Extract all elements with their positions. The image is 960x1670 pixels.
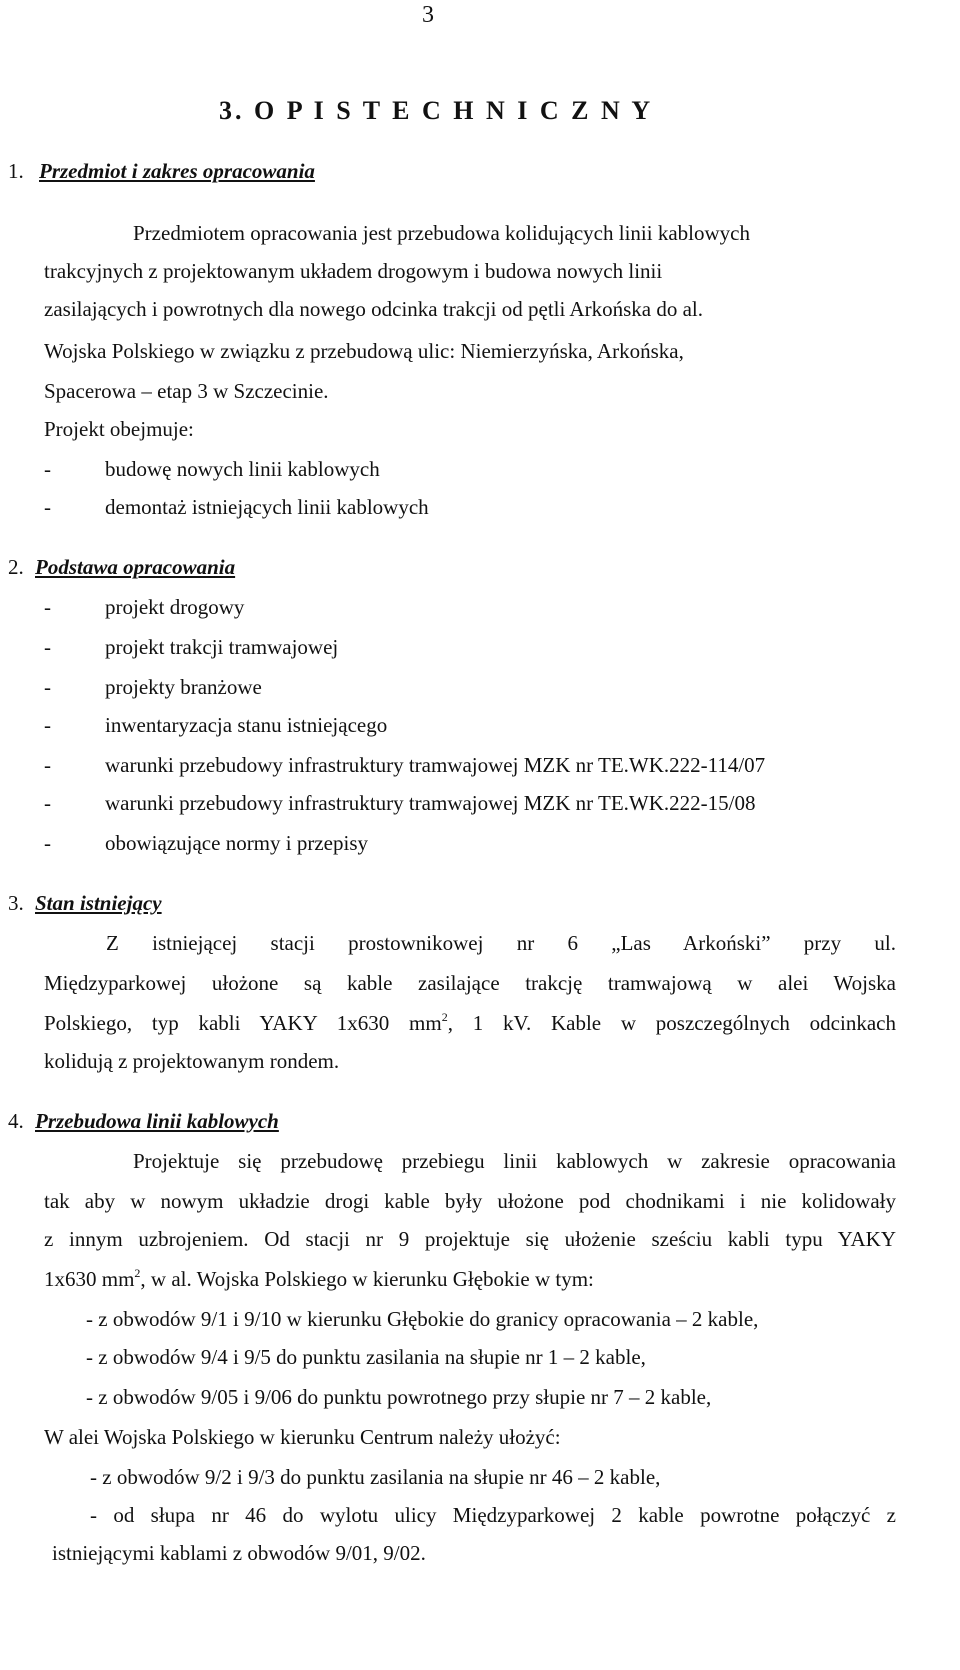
section-4-number: 4. xyxy=(8,1109,24,1133)
section-1-para-line: trakcyjnych z projektowanym układem drogowym i budowa nowych linii xyxy=(44,259,663,283)
bullet-dash: - xyxy=(44,753,51,777)
bullet-dash: - xyxy=(44,595,51,619)
section-1-para-line: Przedmiotem opracowania jest przebudowa kolidujących linii kablowych xyxy=(133,221,750,245)
list-item xyxy=(44,790,756,816)
section-3-line: Z istniejącej stacji prostownikowej nr 6 „Las Arkoński” przy ul. xyxy=(106,931,896,955)
section-1-number: 1. xyxy=(8,159,24,183)
list-item xyxy=(44,594,245,620)
section-2-number: 2. xyxy=(8,555,24,579)
section-4-line: tak aby w nowym układzie drogi kable były ułożone pod chodnikami i nie kolidowały xyxy=(44,1189,896,1213)
list-item: - z obwodów 9/05 i 9/06 do punktu powrotnego przy słupie nr 7 – 2 kable, xyxy=(86,1385,712,1409)
section-3-line: Międzyparkowej ułożone są kable zasilające trakcję tramwajową w alei Wojska xyxy=(44,971,896,995)
section-4-line: z innym uzbrojeniem. Od stacji nr 9 projektuje się ułożenie sześciu kabli typu YAKY xyxy=(44,1227,896,1251)
section-1-para-line: Spacerowa – etap 3 w Szczecinie. xyxy=(44,379,329,403)
bullet-dash: - xyxy=(44,457,51,481)
list-item-text: warunki przebudowy infrastruktury tramwajowej MZK nr TE.WK.222-15/08 xyxy=(105,791,756,815)
section-3-line-text: , 1 kV. Kable w poszczególnych odcinkach xyxy=(447,1011,896,1035)
superscript: 2 xyxy=(134,1266,141,1280)
list-item xyxy=(44,752,766,778)
bullet-dash: - xyxy=(44,831,51,855)
section-3-line: kolidują z projektowanym rondem. xyxy=(44,1049,340,1073)
section-4-line: Projektuje się przebudowę przebiegu linii kablowych w zakresie opracowania xyxy=(133,1149,896,1173)
bullet-dash: - xyxy=(44,635,51,659)
list-item xyxy=(44,494,429,520)
bullet-dash: - xyxy=(44,495,51,519)
list-item-text: obowiązujące normy i przepisy xyxy=(105,831,368,855)
section-4-line-text: 1x630 mm xyxy=(44,1267,135,1291)
section-4-line-text: , w al. Wojska Polskiego w kierunku Głębokie w tym: xyxy=(140,1267,594,1291)
section-1-heading xyxy=(8,158,315,184)
bullet-dash: - xyxy=(44,713,51,737)
list-item: - od słupa nr 46 do wylotu ulicy Międzyparkowej 2 kable powrotne połączyć z xyxy=(90,1503,896,1527)
list-item-text: demontaż istniejących linii kablowych xyxy=(105,495,429,519)
section-2-title: Podstawa opracowania xyxy=(35,555,236,579)
list-item xyxy=(44,456,380,482)
section-3-heading xyxy=(8,890,162,916)
section-4-heading xyxy=(8,1108,279,1134)
page-number: 3 xyxy=(422,2,434,28)
section-4-line xyxy=(44,1266,594,1292)
list-item-text: projekt drogowy xyxy=(105,595,245,619)
list-item: - z obwodów 9/4 i 9/5 do punktu zasilania na słupie nr 1 – 2 kable, xyxy=(86,1345,646,1369)
section-4-title: Przebudowa linii kablowych xyxy=(35,1109,279,1133)
bullet-dash: - xyxy=(44,675,51,699)
list-item-text: budowę nowych linii kablowych xyxy=(105,457,380,481)
section-3-title: Stan istniejący xyxy=(35,891,162,915)
document-title: 3. O P I S T E C H N I C Z N Y xyxy=(219,96,654,125)
section-1-para-line: Wojska Polskiego w związku z przebudową ulic: Niemierzyńska, Arkońska, xyxy=(44,339,684,363)
list-item xyxy=(44,634,339,660)
list-item-text: projekt trakcji tramwajowej xyxy=(105,635,339,659)
section-4-line: W alei Wojska Polskiego w kierunku Centrum należy ułożyć: xyxy=(44,1425,561,1449)
list-item: - z obwodów 9/1 i 9/10 w kierunku Głębokie do granicy opracowania – 2 kable, xyxy=(86,1307,759,1331)
section-4-line: istniejącymi kablami z obwodów 9/01, 9/02. xyxy=(52,1541,426,1565)
section-2-heading xyxy=(8,554,235,580)
superscript: 2 xyxy=(441,1010,448,1024)
section-1-title: Przedmiot i zakres opracowania xyxy=(39,159,315,183)
section-3-line xyxy=(44,1010,896,1036)
list-item-text: projekty branżowe xyxy=(105,675,262,699)
list-item xyxy=(44,830,368,856)
section-1-para-line: zasilających i powrotnych dla nowego odcinka trakcji od pętli Arkońska do al. xyxy=(44,297,703,321)
list-item xyxy=(44,712,388,738)
list-item-text: inwentaryzacja stanu istniejącego xyxy=(105,713,388,737)
section-3-number: 3. xyxy=(8,891,24,915)
list-item: - z obwodów 9/2 i 9/3 do punktu zasilania na słupie nr 46 – 2 kable, xyxy=(90,1465,661,1489)
section-3-line-text: Polskiego, typ kabli YAKY 1x630 mm xyxy=(44,1011,442,1035)
section-1-intro: Projekt obejmuje: xyxy=(44,417,194,441)
list-item xyxy=(44,674,262,700)
list-item-text: warunki przebudowy infrastruktury tramwajowej MZK nr TE.WK.222-114/07 xyxy=(105,753,766,777)
bullet-dash: - xyxy=(44,791,51,815)
